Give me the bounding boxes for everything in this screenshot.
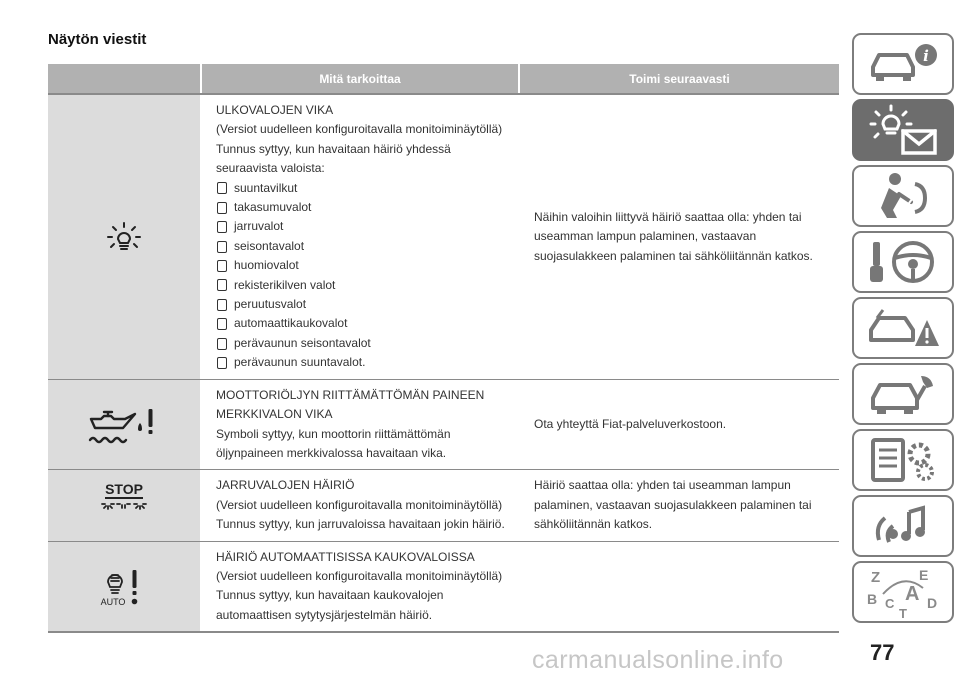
key-steering-wheel-icon xyxy=(863,236,943,288)
meaning-cell xyxy=(200,95,518,379)
meaning-cell xyxy=(200,542,518,632)
svg-text:E: E xyxy=(919,567,929,583)
auto-label: AUTO xyxy=(100,597,126,607)
message-title: MERKKIVALON VIKA xyxy=(216,407,333,422)
table-header xyxy=(48,64,839,93)
tab-technical-data[interactable] xyxy=(852,429,954,491)
list-item-label: rekisterikilven valot xyxy=(234,277,336,292)
checkbox-bullet-icon xyxy=(217,182,227,194)
svg-text:D: D xyxy=(927,595,938,611)
checkbox-bullet-icon xyxy=(217,279,227,291)
list-item-label: takasumuvalot xyxy=(234,200,312,215)
checkbox-bullet-icon xyxy=(217,202,227,214)
icon-cell xyxy=(48,380,200,470)
list-item xyxy=(216,334,518,353)
page-title: Näytön viestit xyxy=(48,31,147,48)
tab-safety[interactable] xyxy=(852,165,954,227)
checkbox-bullet-icon xyxy=(217,299,227,311)
checkbox-bullet-icon xyxy=(217,260,227,272)
svg-text:B: B xyxy=(867,591,878,607)
text-line: Näihin valoihin liittyvä häiriö saattaa olla: yhden tai xyxy=(534,209,802,224)
text-line: automaattisen sytytysjärjestelmän häiriö. xyxy=(216,607,433,622)
text-line: suojasulakkeen palaminen tai sähköliitännän katkos. xyxy=(534,248,813,263)
list-item xyxy=(216,276,518,295)
auto-high-beam-fault-icon xyxy=(96,566,152,606)
svg-text:T: T xyxy=(899,606,907,620)
text-line: Tunnus syttyy, kun havaitaan häiriö yhdessä xyxy=(216,141,451,156)
list-item xyxy=(216,237,518,256)
checkbox-bullet-icon xyxy=(217,318,227,330)
checkbox-bullet-icon xyxy=(217,357,227,369)
chapter-tabs xyxy=(852,33,954,627)
text-line: sähköliitännän katkos. xyxy=(534,517,653,532)
message-title: ULKOVALOJEN VIKA xyxy=(216,103,334,117)
svg-text:Z: Z xyxy=(871,569,881,586)
brake-light-fault-icon xyxy=(96,480,152,514)
text-line: öljynpaineen merkkivalossa havaitaan vika. xyxy=(216,445,447,460)
safety-airbag-icon xyxy=(863,170,943,222)
meaning-cell xyxy=(200,380,518,470)
table-row xyxy=(48,542,839,634)
text-line: palaminen, vastaavan suojasulakkeen palaminen tai xyxy=(534,497,812,512)
emergency-car-icon xyxy=(863,302,943,354)
warning-lights-messages-icon xyxy=(863,104,943,156)
header-meaning: Mitä tarkoittaa xyxy=(202,64,518,93)
list-item xyxy=(216,198,518,217)
list-item-label: peruutusvalot xyxy=(234,297,307,312)
svg-text:i: i xyxy=(923,47,929,65)
stop-label: STOP xyxy=(105,481,143,498)
action-cell xyxy=(518,470,839,540)
list-item-label: perävaunun suuntavalot. xyxy=(234,355,366,370)
text-line: seuraavista valoista: xyxy=(216,161,325,176)
table-row xyxy=(48,95,839,380)
svg-text:A: A xyxy=(905,583,920,605)
list-item xyxy=(216,179,518,198)
table-row xyxy=(48,380,839,471)
icon-cell xyxy=(48,470,200,540)
tab-index[interactable] xyxy=(852,561,954,623)
car-info-icon xyxy=(863,39,943,89)
page-number: 77 xyxy=(870,640,895,665)
text-line: (Versiot uudelleen konfiguroitavalla monitoiminäytöllä) xyxy=(216,568,503,583)
list-item xyxy=(216,217,518,236)
tab-warning-lights[interactable] xyxy=(852,99,954,161)
icon-cell xyxy=(48,95,200,379)
exterior-light-fault-icon xyxy=(104,217,144,257)
technical-data-icon xyxy=(863,434,943,486)
multimedia-icon xyxy=(863,500,943,552)
oil-pressure-sensor-fault-icon xyxy=(85,405,163,445)
list-item-label: suuntavilkut xyxy=(234,180,298,195)
text-line: Ota yhteyttä Fiat-palveluverkostoon. xyxy=(534,416,727,431)
text-line: useamman lampun palaminen, vastaavan xyxy=(534,229,757,244)
list-item xyxy=(216,353,518,372)
tab-car-info[interactable] xyxy=(852,33,954,95)
maintenance-car-icon xyxy=(863,368,943,420)
checkbox-bullet-icon xyxy=(217,338,227,350)
message-title: JARRUVALOJEN HÄIRIÖ xyxy=(216,478,355,493)
header-action: Toimi seuraavasti xyxy=(520,64,839,93)
list-item xyxy=(216,295,518,314)
tab-emergency[interactable] xyxy=(852,297,954,359)
checkbox-bullet-icon xyxy=(217,221,227,233)
checkbox-bullet-icon xyxy=(217,241,227,253)
list-item-label: jarruvalot xyxy=(234,219,284,234)
index-letters-icon xyxy=(863,564,943,620)
icon-cell xyxy=(48,542,200,632)
table-row xyxy=(48,470,839,541)
list-item xyxy=(216,256,518,275)
action-cell xyxy=(518,95,839,379)
text-line: Häiriö saattaa olla: yhden tai useamman lampun xyxy=(534,478,791,493)
svg-text:C: C xyxy=(885,596,895,611)
text-line: (Versiot uudelleen konfiguroitavalla monitoiminäytöllä) xyxy=(216,122,503,137)
messages-table xyxy=(48,64,839,633)
message-title: MOOTTORIÖLJYN RIITTÄMÄTTÖMÄN PAINEEN xyxy=(216,387,485,402)
tab-maintenance[interactable] xyxy=(852,363,954,425)
meaning-cell xyxy=(200,470,518,540)
list-item-label: automaattikaukovalot xyxy=(234,316,348,331)
action-cell xyxy=(518,542,839,632)
text-line: Tunnus syttyy, kun jarruvaloissa havaitaan jokin häiriö. xyxy=(216,517,505,532)
message-title: HÄIRIÖ AUTOMAATTISISSA KAUKOVALOISSA xyxy=(216,549,475,564)
header-icon-column xyxy=(48,64,200,93)
list-item-label: huomiovalot xyxy=(234,258,299,273)
list-item-label: seisontavalot xyxy=(234,238,305,253)
text-line: Tunnus syttyy, kun havaitaan kaukovalojen xyxy=(216,588,444,603)
action-cell xyxy=(518,380,839,470)
list-item xyxy=(216,314,518,333)
list-item-label: perävaunun seisontavalot xyxy=(234,335,371,350)
tab-multimedia[interactable] xyxy=(852,495,954,557)
text-line: (Versiot uudelleen konfiguroitavalla monitoiminäytöllä) xyxy=(216,497,503,512)
tab-starting-driving[interactable] xyxy=(852,231,954,293)
watermark: carmanualsonline.info xyxy=(532,646,784,674)
text-line: Symboli syttyy, kun moottorin riittämättömän xyxy=(216,426,451,441)
